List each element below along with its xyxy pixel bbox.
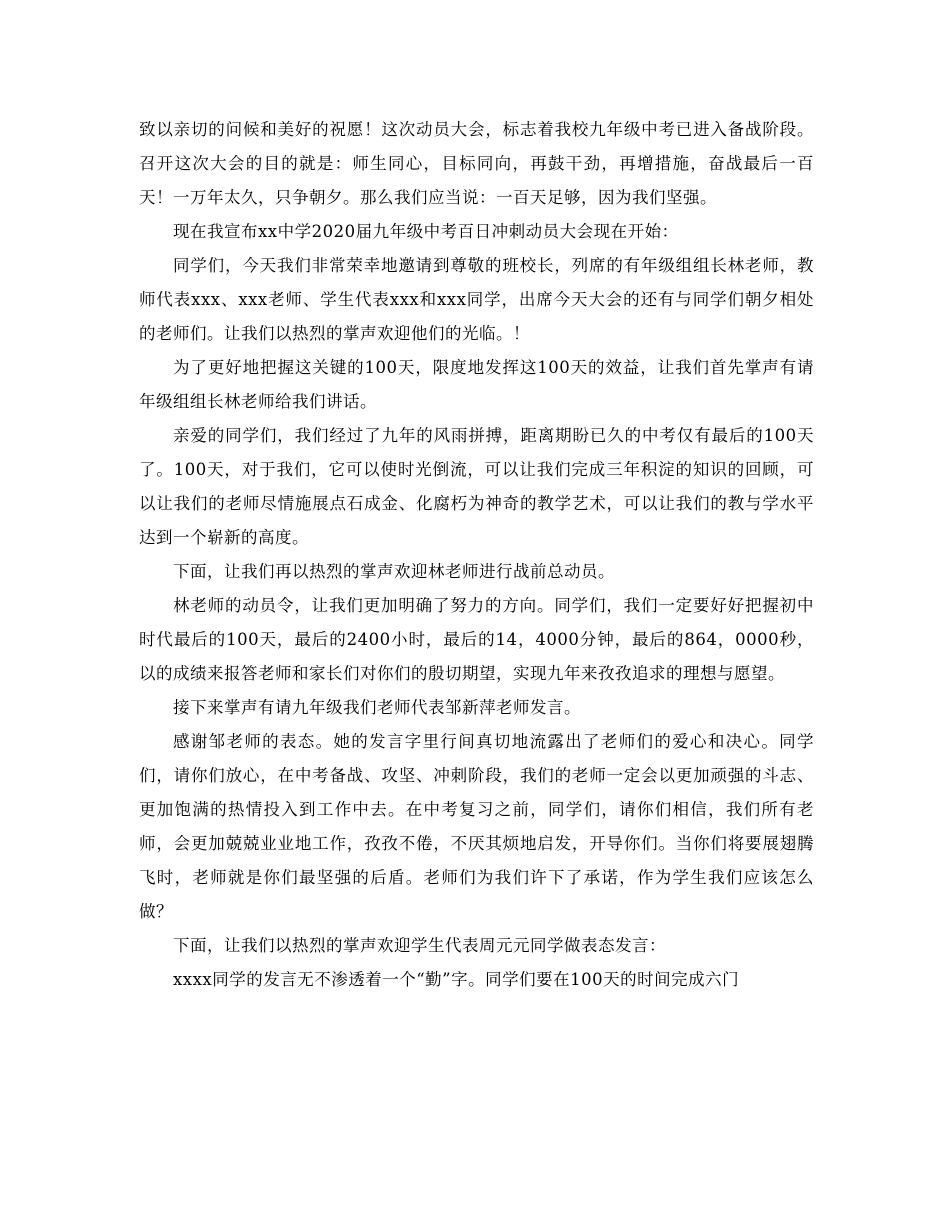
paragraph-8: 接下来掌声有请九年级我们老师代表邹新萍老师发言。: [173, 698, 581, 717]
paragraph-4: 为了更好地把握这关键的100天，限度地发挥这100天的效益，让我们首先掌声有请年级组组长林老师给我们讲话。: [139, 358, 814, 411]
paragraph-2: 现在我宣布xx中学2020届九年级中考百日冲刺动员大会现在开始：: [173, 222, 679, 241]
paragraph-6: 下面，让我们再以热烈的掌声欢迎林老师进行战前总动员。: [173, 562, 615, 581]
paragraph-1: 致以亲切的问候和美好的祝愿！这次动员大会，标志着我校九年级中考已进入备战阶段。召开这次大会的目的就是：师生同心，目标同向，再鼓干劲，再增措施，奋战最后一百天！一万年太久，只争朝夕。那么我们应当说：一百天足够，因为我们坚强。: [139, 120, 814, 207]
document-body: [139, 113, 814, 997]
paragraph-11: xxxx同学的发言无不渗透着一个“勤”字。同学们要在100天的时间完成六门: [173, 970, 740, 989]
paragraph-10: 下面，让我们以热烈的掌声欢迎学生代表周元元同学做表态发言：: [173, 936, 666, 955]
paragraph-7: 林老师的动员令，让我们更加明确了努力的方向。同学们，我们一定要好好把握初中时代最后的100天，最后的2400小时，最后的14，4000分钟，最后的864，0000秒，以的成绩来报答老师和家长们对你们的殷切期望，实现九年来孜孜追求的理想与愿望。: [139, 596, 814, 683]
paragraph-3: 同学们，今天我们非常荣幸地邀请到尊敬的班校长，列席的有年级组组长林老师，教师代表xxx、xxx老师、学生代表xxx和xxx同学，出席今天大会的还有与同学们朝夕相处的老师们。让我们以热烈的掌声欢迎他们的光临。！: [139, 256, 814, 343]
paragraph-9: 感谢邹老师的表态。她的发言字里行间真切地流露出了老师们的爱心和决心。同学们，请你们放心，在中考备战、攻坚、冲刺阶段，我们的老师一定会以更加顽强的斗志、更加饱满的热情投入到工作中去。在中考复习之前，同学们，请你们相信，我们所有老师，会更加兢兢业业地工作，孜孜不倦，不厌其烦地启发，开导你们。当你们将要展翅腾飞时，老师就是你们最坚强的后盾。老师们为我们许下了承诺，作为学生我们应该怎么做？: [139, 732, 814, 921]
paragraph-5: 亲爱的同学们，我们经过了九年的风雨拼搏，距离期盼已久的中考仅有最后的100天了。100天，对于我们，它可以使时光倒流，可以让我们完成三年积淀的知识的回顾，可以让我们的老师尽情施展点石成金、化腐朽为神奇的教学艺术，可以让我们的教与学水平达到一个崭新的高度。: [139, 426, 814, 547]
